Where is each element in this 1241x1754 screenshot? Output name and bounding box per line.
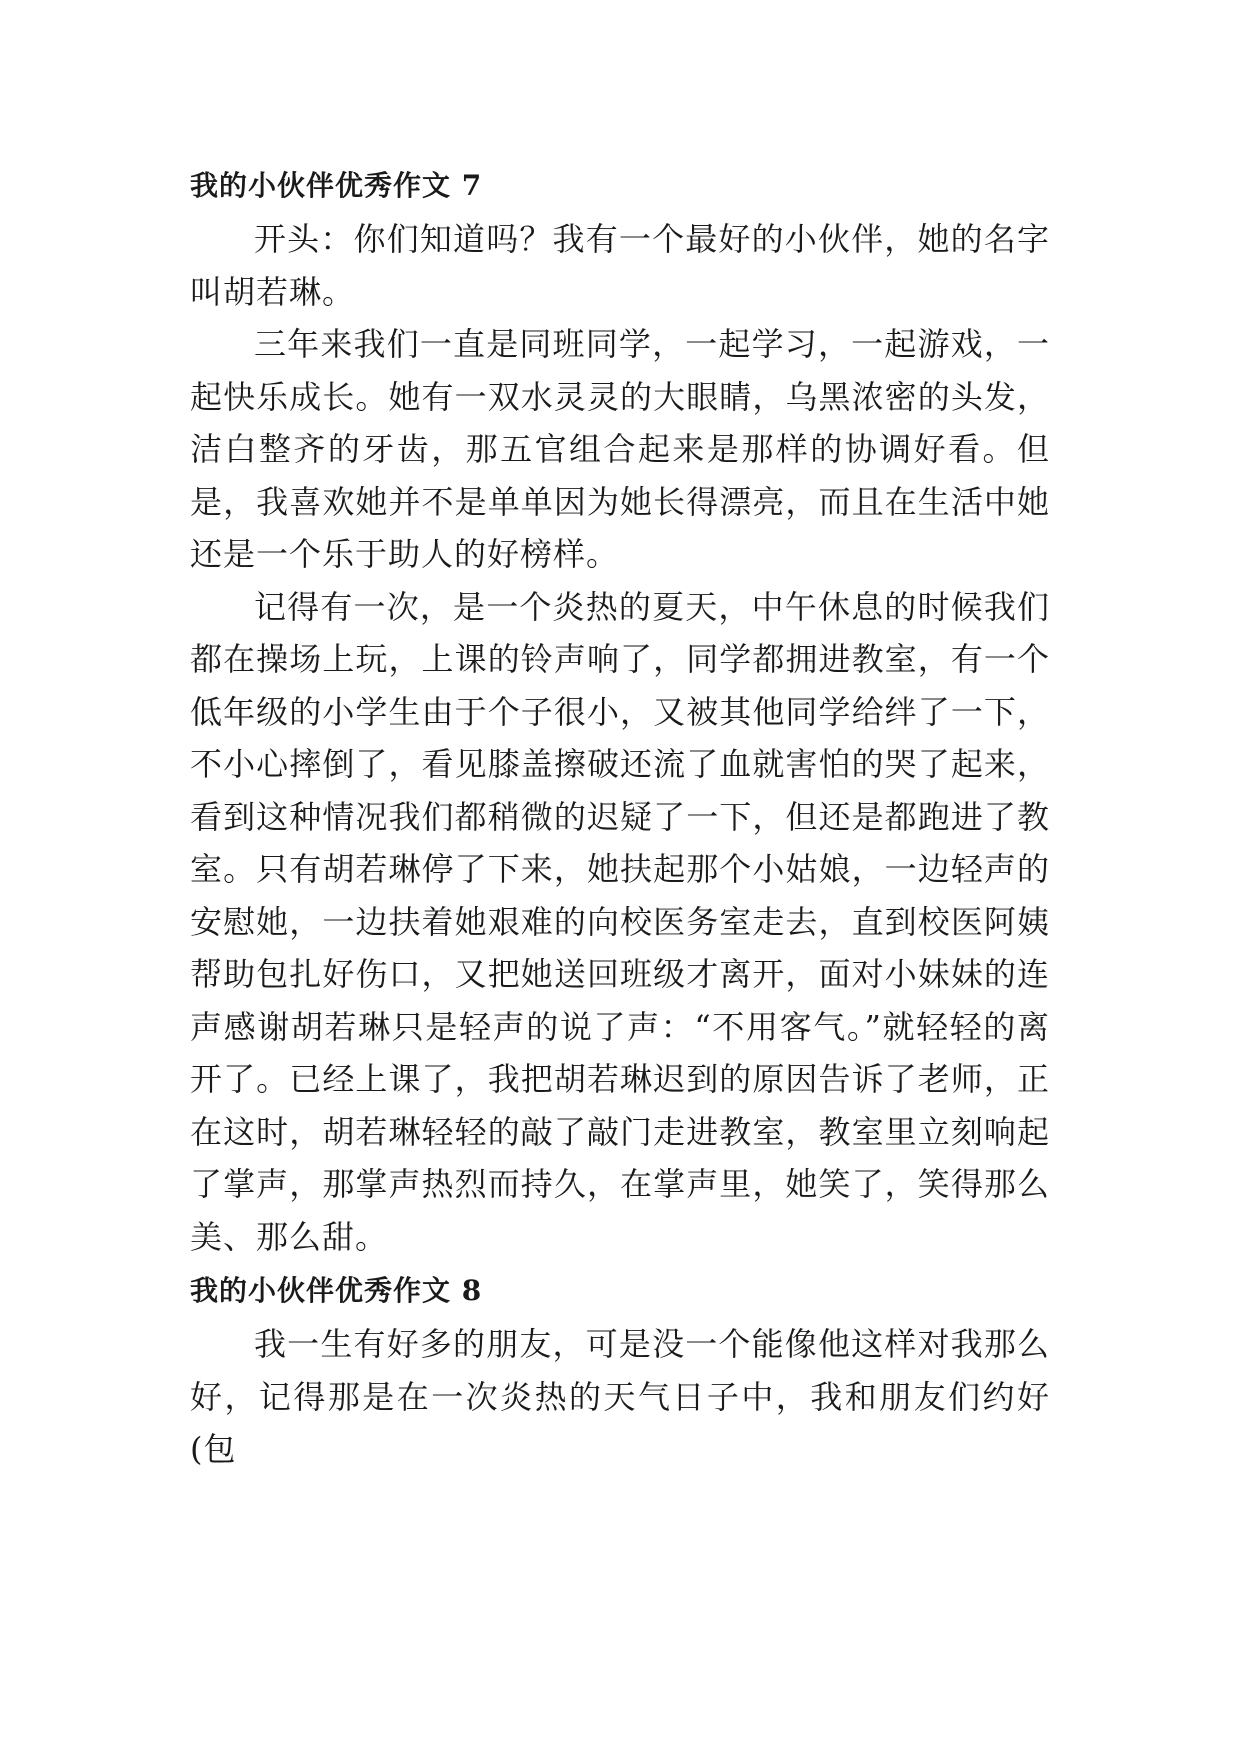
essay-7-paragraph-3: 记得有一次，是一个炎热的夏天，中午休息的时候我们都在操场上玩，上课的铃声响了，同学都拥进教室，有一个低年级的小学生由于个子很小，又被其他同学给绊了一下，不小心摔倒了，看见膝盖擦破还流了血就害怕的哭了起来，看到这种情况我们都稍微的迟疑了一下，但还是都跑进了教室。只有胡若琳停了下来，她扶起那个小姑娘，一边轻声的安慰她，一边扶着她艰难的向校医务室走去，直到校医阿姨帮助包扎好伤口，又把她送回班级才离开，面对小妹妹的连声感谢胡若琳只是轻声的说了声：“不用客气。”就轻轻的离开了。已经上课了，我把胡若琳迟到的原因告诉了老师，正在这时，胡若琳轻轻的敲了敲门走进教室，教室里立刻响起了掌声，那掌声热烈而持久，在掌声里，她笑了，笑得那么美、那么甜。 [190,587,1050,1256]
essay-7-heading: 我的小伙伴优秀作文 7 [190,169,483,202]
document-page [190,158,1050,1476]
essay-8-paragraph-1: 我一生有好多的朋友，可是没一个能像他这样对我那么好，记得那是在一次炎热的天气日子中，我和朋友们约好(包 [190,1325,1050,1468]
essay-7-paragraph-2: 三年来我们一直是同班同学，一起学习，一起游戏，一起快乐成长。她有一双水灵灵的大眼睛，乌黑浓密的头发，洁白整齐的牙齿，那五官组合起来是那样的协调好看。但是，我喜欢她并不是单单因为她长得漂亮，而且在生活中她还是一个乐于助人的好榜样。 [190,325,1050,573]
essay-8-heading: 我的小伙伴优秀作文 8 [190,1274,483,1307]
essay-7-paragraph-1: 开头：你们知道吗？我有一个最好的小伙伴，她的名字叫胡若琳。 [190,220,1050,311]
